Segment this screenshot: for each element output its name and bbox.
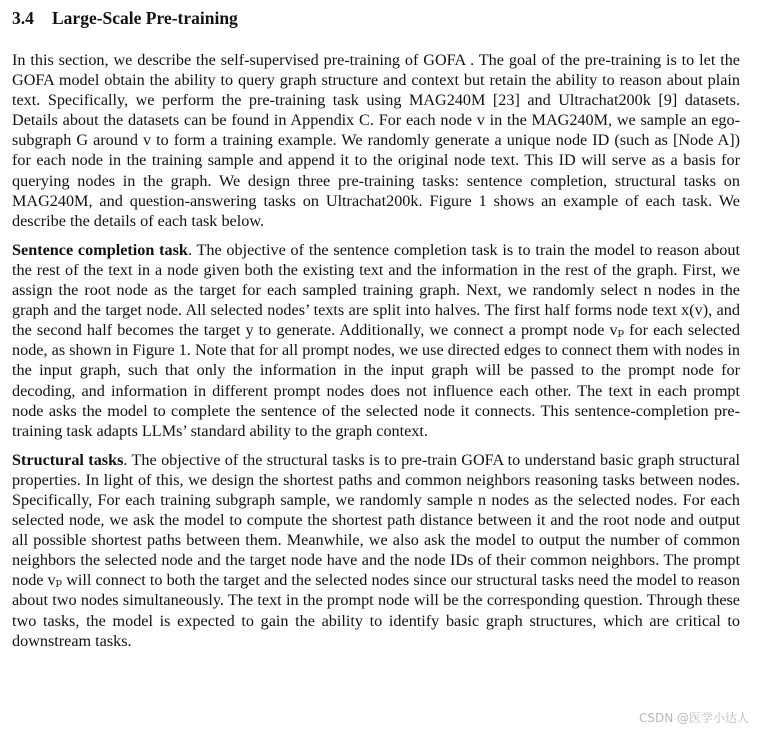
paragraph-intro xyxy=(12,50,740,231)
paragraph-sentence-completion xyxy=(12,240,740,441)
paragraph-structural-tasks-text: . The objective of the structural tasks is to pre-train GOFA to understand basic graph structural properties. In light of this, we design the shortest paths and common neighbors reasoning tasks between nodes. Specifically, For each training subgraph sample, we randomly sample n nodes as the selected nodes. For each selected node, we ask the model to compute the shortest path distance between it and the root node and output all possible shortest paths between them. Meanwhile, we also ask the model to output the number of common neighbors the selected node and the target node have and the node IDs of their common neighbors. The prompt node vₚ will connect to both the target and the selected nodes since our structural tasks need the model to reason about two nodes simultaneously. The text in the prompt node will be the corresponding question. Through these two tasks, the model is expected to gain the ability to identify basic graph structures, which are critical to downstream tasks. xyxy=(12,450,740,650)
paragraph-intro-text: In this section, we describe the self-supervised pre-training of GOFA . The goal of the pre-training is to let the GOFA model obtain the ability to query graph structure and context but retain the ability to reason about plain text. Specifically, we perform the pre-training task using MAG240M [23] and Ultrachat200k [9] datasets. Details about the datasets can be found in Appendix C. For each node v in the MAG240M, we sample an ego-subgraph G around v to form a training example. We randomly generate a unique node ID (such as [Node A]) for each node in the training sample and append it to the original node text. This ID will serve as a basis for querying nodes in the graph. We design three pre-training tasks: sentence completion, structural tasks on MAG240M, and question-answering tasks on Ultrachat200k. Figure 1 shows an example of each task. We describe the details of each task below. xyxy=(12,51,740,230)
paragraph-structural-tasks xyxy=(12,450,740,651)
section-heading xyxy=(12,6,740,30)
paper-page xyxy=(12,6,740,660)
paragraph-sentence-completion-text: . The objective of the sentence completion task is to train the model to reason about the rest of the text in a node given both the existing text and the information in the rest of the graph. First, we assign the root node as the target for each sampled training graph. Next, we randomly select n nodes in the graph and the target node. All selected nodes’ texts are split into halves. The first half forms node text x(v), and the second half becomes the target y to generate. Additionally, we connect a prompt node vₚ for each selected node, as shown in Figure 1. Note that for all prompt nodes, we use directed edges to connect them with nodes in the input graph, such that only the information in the input graph will be passed to the prompt node for decoding, and information in different prompt nodes does not influence each other. The text in each prompt node asks the model to complete the sentence of the selected node it connects. This sentence-completion pre-training task adapts LLMs’ standard ability to the graph context. xyxy=(12,240,740,440)
paragraph-structural-tasks-lead: Structural tasks xyxy=(12,450,124,469)
csdn-watermark: CSDN @医学小达人 xyxy=(638,711,749,725)
paragraph-sentence-completion-lead: Sentence completion task xyxy=(12,240,188,259)
section-title: Large-Scale Pre-training xyxy=(52,8,238,28)
section-number: 3.4 xyxy=(12,8,34,28)
